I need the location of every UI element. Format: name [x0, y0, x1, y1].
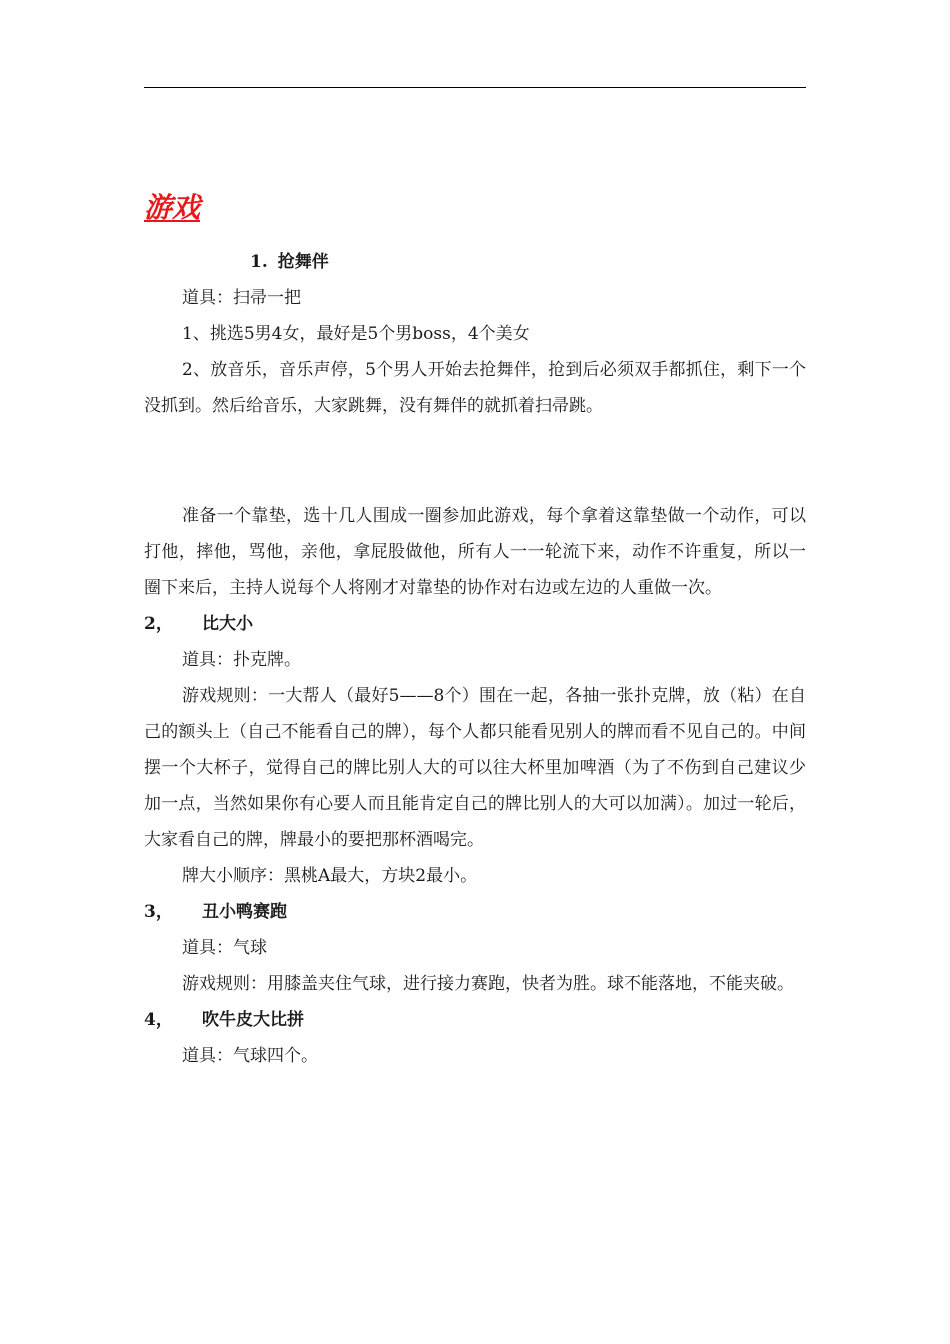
section-heading-text: 抢舞伴 — [277, 252, 329, 272]
paragraph: 游戏规则：一大帮人（最好5——8个）围在一起，各抽一张扑克牌，放（粘）在自己的额头上（自己不能看自己的牌），每个人都只能看见别人的牌而看不见自己的。中间摆一个大杯子，觉得自己的牌比别人大的可以往大杯里加啤酒（为了不伤到自己建议少加一点，当然如果你有心要人而且能肯定自己的牌比别人的大可以加满）。加过一轮后，大家看自己的牌，牌最小的要把那杯酒喝完。 — [144, 686, 806, 850]
section-heading-2 — [144, 610, 806, 638]
paragraph: 道具：气球 — [182, 938, 267, 958]
section-number: 2， — [144, 614, 173, 634]
paragraph: 1、挑选5男4女，最好是5个男boss，4个美女 — [182, 324, 530, 344]
section-number: 4， — [144, 1010, 173, 1030]
document-title: 游戏 — [144, 191, 201, 224]
section-heading-text: 丑小鸭赛跑 — [202, 902, 287, 922]
section-heading-1 — [250, 248, 806, 276]
paragraph: 准备一个靠垫，选十几人围成一圈参加此游戏，每个拿着这靠垫做一个动作，可以打他，摔他，骂他，亲他，拿屁股做他，所有人一一轮流下来，动作不许重复，所以一圈下来后，主持人说每个人将刚才对靠垫的协作对右边或左边的人重做一次。 — [144, 506, 806, 598]
section-heading-4 — [144, 1006, 806, 1034]
section-heading-3 — [144, 898, 806, 926]
section-heading-text: 比大小 — [202, 614, 253, 634]
header-rule — [144, 87, 806, 88]
paragraph: 道具：扑克牌。 — [182, 650, 301, 670]
paragraph: 游戏规则：用膝盖夹住气球，进行接力赛跑，快者为胜。球不能落地，不能夹破。 — [182, 974, 794, 994]
section-number: 1. — [250, 252, 268, 272]
section-heading-text: 吹牛皮大比拼 — [202, 1010, 304, 1030]
section-number: 3， — [144, 902, 173, 922]
paragraph: 道具：扫帚一把 — [182, 288, 301, 308]
document-body — [144, 186, 806, 1074]
spacer — [144, 424, 806, 498]
paragraph: 2、放音乐，音乐声停，5个男人开始去抢舞伴，抢到后必须双手都抓住，剩下一个没抓到。然后给音乐，大家跳舞，没有舞伴的就抓着扫帚跳。 — [144, 360, 806, 416]
paragraph: 牌大小顺序：黑桃A最大，方块2最小。 — [182, 866, 478, 886]
paragraph: 道具：气球四个。 — [182, 1046, 318, 1066]
